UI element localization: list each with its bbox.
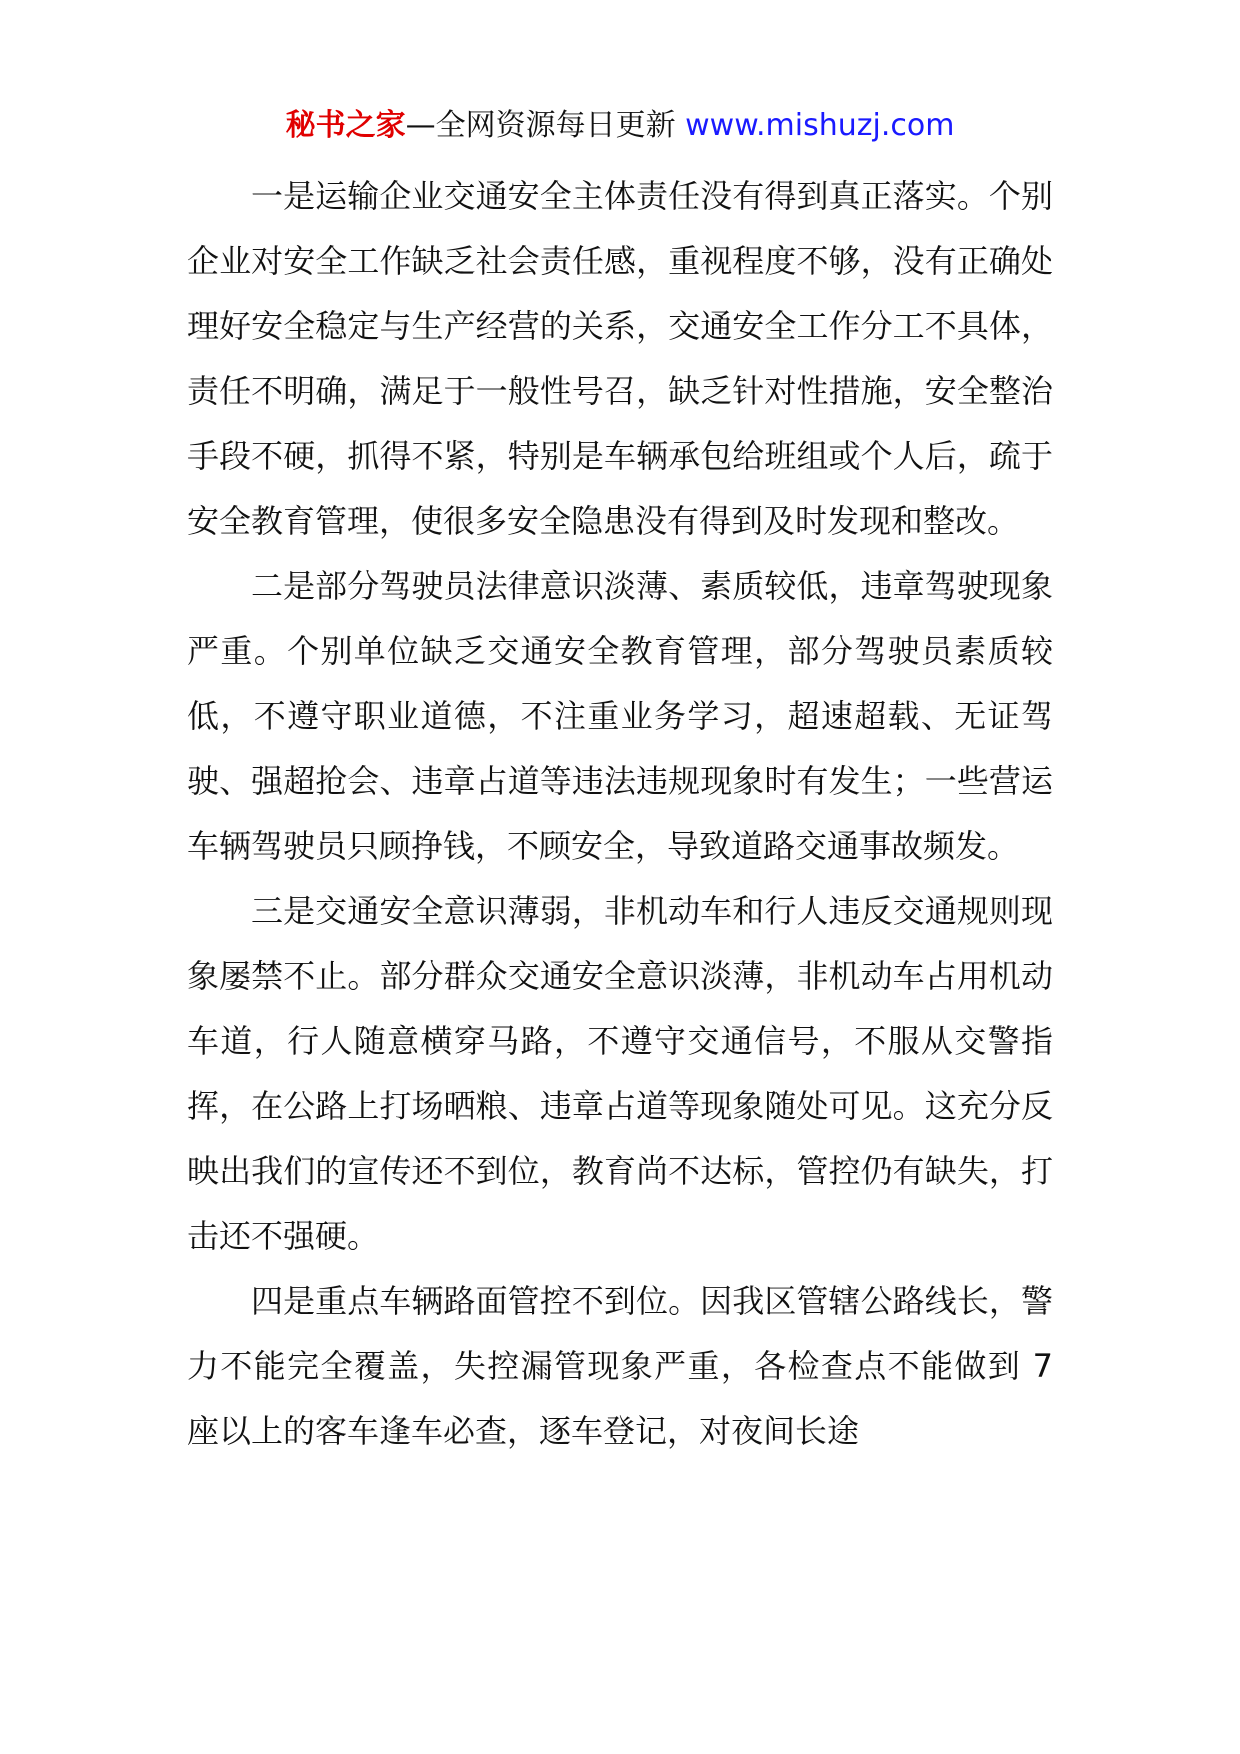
page-header <box>0 104 1240 148</box>
paragraph-2: 二是部分驾驶员法律意识淡薄、素质较低，违章驾驶现象严重。个别单位缺乏交通安全教育管理，部分驾驶员素质较低，不遵守职业道德，不注重业务学习，超速超载、无证驾驶、强超抢会、违章占道等违法违规现象时有发生；一些营运车辆驾驶员只顾挣钱，不顾安全，导致道路交通事故频发。 <box>187 567 1053 865</box>
header-tagline: —全网资源每日更新 <box>405 108 686 143</box>
paragraph-1: 一是运输企业交通安全主体责任没有得到真正落实。个别企业对安全工作缺乏社会责任感，重视程度不够，没有正确处理好安全稳定与生产经营的关系，交通安全工作分工不具体，责任不明确，满足于一般性号召，缺乏针对性措施，安全整治手段不硬，抓得不紧，特别是车辆承包给班组或个人后，疏于安全教育管理，使很多安全隐患没有得到及时发现和整改。 <box>187 177 1053 540</box>
site-url-link[interactable]: www.mishuzj.com <box>685 108 955 143</box>
document-body <box>187 164 1053 1464</box>
brand-name: 秘书之家 <box>285 108 406 143</box>
paragraph-4: 四是重点车辆路面管控不到位。因我区管辖公路线长，警力不能完全覆盖，失控漏管现象严重，各检查点不能做到 7 座以上的客车逢车必查，逐车登记，对夜间长途 <box>187 1282 1053 1450</box>
paragraph-3: 三是交通安全意识薄弱，非机动车和行人违反交通规则现象屡禁不止。部分群众交通安全意识淡薄，非机动车占用机动车道，行人随意横穿马路，不遵守交通信号，不服从交警指挥，在公路上打场晒粮、违章占道等现象随处可见。这充分反映出我们的宣传还不到位，教育尚不达标，管控仍有缺失，打击还不强硬。 <box>187 892 1053 1255</box>
